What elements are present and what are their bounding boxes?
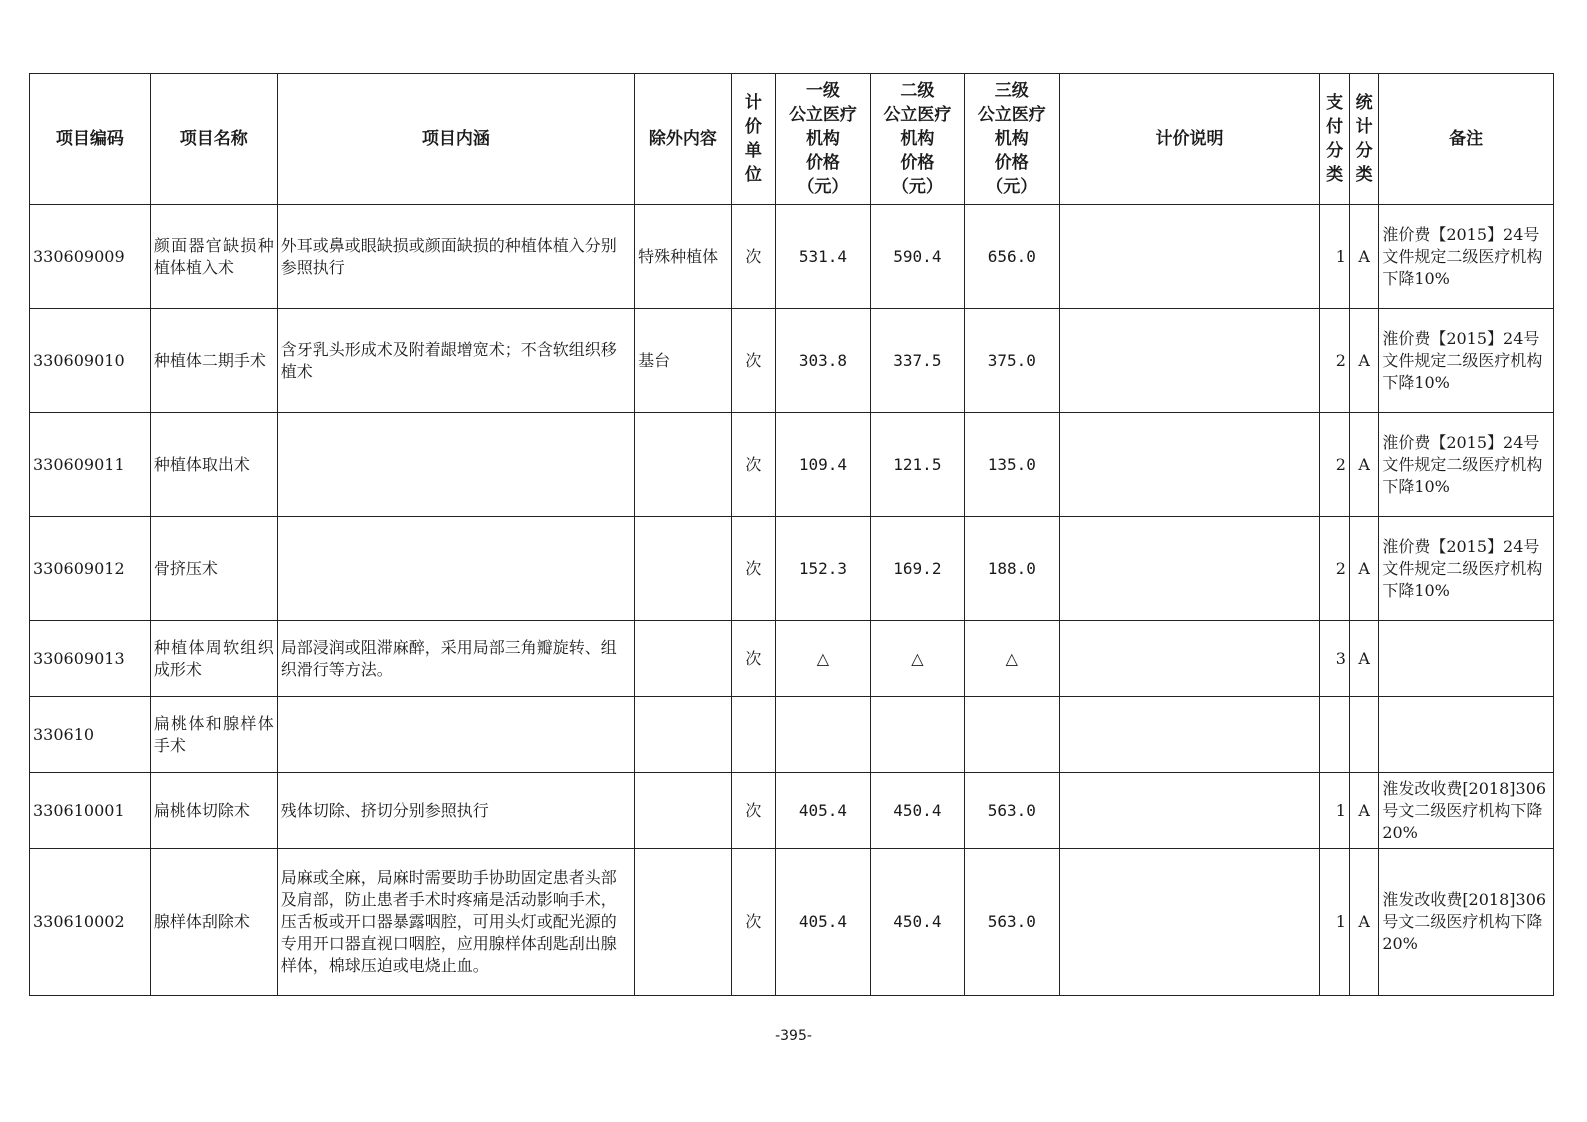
cell-unit: 次 — [731, 621, 776, 697]
cell-payment: 1 — [1320, 205, 1349, 309]
header-price2-line1: 二级 — [900, 81, 935, 101]
header-price3-line2: 公立医疗 — [977, 105, 1046, 125]
cell-excluded — [635, 413, 731, 517]
table-row — [30, 517, 1554, 621]
cell-unit: 次 — [731, 773, 776, 849]
cell-price-level2: 590.4 — [870, 205, 964, 309]
cell-price-level1: 109.4 — [776, 413, 870, 517]
table-row — [30, 849, 1554, 996]
table-row-section — [30, 697, 1554, 773]
cell-price-level1: △ — [776, 621, 870, 697]
header-price2-line4: 价格 — [900, 153, 935, 173]
cell-price-level3: 656.0 — [965, 205, 1059, 309]
cell-price-level2: 169.2 — [870, 517, 964, 621]
cell-price-level3: △ — [965, 621, 1059, 697]
cell-statistic: A — [1349, 205, 1378, 309]
cell-code: 330610 — [30, 697, 151, 773]
cell-unit — [731, 697, 776, 773]
cell-note — [1059, 517, 1320, 621]
header-price3-line4: 价格 — [994, 153, 1029, 173]
cell-remark — [1379, 697, 1554, 773]
cell-payment: 2 — [1320, 413, 1349, 517]
header-price3-line1: 三级 — [994, 81, 1029, 101]
cell-name: 种植体周软组织成形术 — [150, 621, 277, 697]
cell-excluded: 基台 — [635, 309, 731, 413]
cell-content — [277, 697, 634, 773]
cell-price-level1: 405.4 — [776, 849, 870, 996]
cell-name: 腺样体刮除术 — [150, 849, 277, 996]
header-price1-line4: 价格 — [805, 153, 840, 173]
cell-remark: 淮价费【2015】24号文件规定二级医疗机构下降10% — [1379, 205, 1554, 309]
cell-excluded — [635, 773, 731, 849]
cell-price-level2: 121.5 — [870, 413, 964, 517]
cell-statistic: A — [1349, 773, 1378, 849]
header-name: 项目名称 — [150, 74, 277, 205]
header-excluded: 除外内容 — [635, 74, 731, 205]
cell-name: 颜面器官缺损种植体植入术 — [150, 205, 277, 309]
cell-price-level2: △ — [870, 621, 964, 697]
cell-statistic: A — [1349, 517, 1378, 621]
cell-price-level2: 450.4 — [870, 773, 964, 849]
cell-price-level3: 135.0 — [965, 413, 1059, 517]
header-price3-line5: （元） — [986, 177, 1038, 197]
cell-content — [277, 413, 634, 517]
cell-content: 残体切除、挤切分别参照执行 — [277, 773, 634, 849]
cell-name: 种植体取出术 — [150, 413, 277, 517]
header-price-level1 — [776, 74, 870, 205]
header-price-level3 — [965, 74, 1059, 205]
cell-note — [1059, 205, 1320, 309]
header-price2-line2: 公立医疗 — [883, 105, 952, 125]
header-unit — [731, 74, 776, 205]
cell-excluded — [635, 517, 731, 621]
cell-remark — [1379, 621, 1554, 697]
cell-note — [1059, 413, 1320, 517]
cell-price-level2: 337.5 — [870, 309, 964, 413]
cell-statistic — [1349, 697, 1378, 773]
cell-code: 330609012 — [30, 517, 151, 621]
header-payment-text: 支付分类 — [1326, 93, 1344, 185]
cell-note — [1059, 773, 1320, 849]
table-row — [30, 309, 1554, 413]
cell-price-level3: 188.0 — [965, 517, 1059, 621]
cell-name: 扁桃体和腺样体手术 — [150, 697, 277, 773]
cell-excluded — [635, 849, 731, 996]
header-statistic-text: 统计分类 — [1355, 93, 1373, 185]
cell-remark: 淮价费【2015】24号文件规定二级医疗机构下降10% — [1379, 309, 1554, 413]
cell-unit: 次 — [731, 205, 776, 309]
header-price2-line5: （元） — [891, 177, 943, 197]
table-row — [30, 621, 1554, 697]
cell-name: 骨挤压术 — [150, 517, 277, 621]
header-price1-line5: （元） — [797, 177, 849, 197]
cell-statistic: A — [1349, 413, 1378, 517]
cell-payment: 3 — [1320, 621, 1349, 697]
header-unit-text: 计价单位 — [744, 93, 762, 185]
cell-content — [277, 517, 634, 621]
cell-price-level2: 450.4 — [870, 849, 964, 996]
cell-note — [1059, 697, 1320, 773]
cell-price-level3: 563.0 — [965, 773, 1059, 849]
price-table — [29, 73, 1554, 996]
cell-content: 局麻或全麻，局麻时需要助手协助固定患者头部及肩部，防止患者手术时疼痛是活动影响手术，压舌板或开口器暴露咽腔，可用头灯或配光源的专用开口器直视口咽腔，应用腺样体刮匙刮出腺样体，棉球压迫或电烧止血。 — [277, 849, 634, 996]
cell-statistic: A — [1349, 621, 1378, 697]
cell-price-level1: 531.4 — [776, 205, 870, 309]
table-row — [30, 205, 1554, 309]
cell-price-level1: 405.4 — [776, 773, 870, 849]
page-number: -395- — [775, 1028, 812, 1044]
cell-price-level2 — [870, 697, 964, 773]
cell-unit: 次 — [731, 517, 776, 621]
cell-code: 330609011 — [30, 413, 151, 517]
header-price1-line1: 一级 — [805, 81, 840, 101]
cell-remark: 淮价费【2015】24号文件规定二级医疗机构下降10% — [1379, 517, 1554, 621]
cell-price-level1 — [776, 697, 870, 773]
cell-price-level3: 375.0 — [965, 309, 1059, 413]
header-price-level2 — [870, 74, 964, 205]
header-price2-line3: 机构 — [900, 129, 935, 149]
cell-unit: 次 — [731, 849, 776, 996]
header-row — [30, 74, 1554, 205]
cell-note — [1059, 309, 1320, 413]
cell-name: 扁桃体切除术 — [150, 773, 277, 849]
cell-remark: 淮发改收费[2018]306号文二级医疗机构下降20% — [1379, 773, 1554, 849]
cell-payment: 1 — [1320, 849, 1349, 996]
cell-content: 外耳或鼻或眼缺损或颜面缺损的种植体植入分别参照执行 — [277, 205, 634, 309]
cell-price-level1: 303.8 — [776, 309, 870, 413]
cell-excluded — [635, 621, 731, 697]
header-statistic — [1349, 74, 1378, 205]
header-code: 项目编码 — [30, 74, 151, 205]
cell-remark: 淮发改收费[2018]306号文二级医疗机构下降20% — [1379, 849, 1554, 996]
cell-price-level3: 563.0 — [965, 849, 1059, 996]
header-payment — [1320, 74, 1349, 205]
cell-unit: 次 — [731, 413, 776, 517]
header-price1-line2: 公立医疗 — [788, 105, 857, 125]
table-row — [30, 413, 1554, 517]
cell-payment: 2 — [1320, 517, 1349, 621]
header-price3-line3: 机构 — [994, 129, 1029, 149]
cell-code: 330609010 — [30, 309, 151, 413]
cell-price-level3 — [965, 697, 1059, 773]
cell-price-level1: 152.3 — [776, 517, 870, 621]
cell-content: 局部浸润或阻滞麻醉，采用局部三角瓣旋转、组织滑行等方法。 — [277, 621, 634, 697]
cell-payment: 2 — [1320, 309, 1349, 413]
cell-statistic: A — [1349, 309, 1378, 413]
cell-remark: 淮价费【2015】24号文件规定二级医疗机构下降10% — [1379, 413, 1554, 517]
cell-note — [1059, 849, 1320, 996]
cell-payment: 1 — [1320, 773, 1349, 849]
cell-code: 330610002 — [30, 849, 151, 996]
cell-statistic: A — [1349, 849, 1378, 996]
cell-excluded: 特殊种植体 — [635, 205, 731, 309]
header-content: 项目内涵 — [277, 74, 634, 205]
header-price1-line3: 机构 — [805, 129, 840, 149]
cell-code: 330609009 — [30, 205, 151, 309]
cell-code: 330610001 — [30, 773, 151, 849]
cell-note — [1059, 621, 1320, 697]
cell-payment — [1320, 697, 1349, 773]
cell-excluded — [635, 697, 731, 773]
table-row — [30, 773, 1554, 849]
cell-content: 含牙乳头形成术及附着龈增宽术；不含软组织移植术 — [277, 309, 634, 413]
header-note: 计价说明 — [1059, 74, 1320, 205]
cell-name: 种植体二期手术 — [150, 309, 277, 413]
header-remark: 备注 — [1379, 74, 1554, 205]
cell-code: 330609013 — [30, 621, 151, 697]
cell-unit: 次 — [731, 309, 776, 413]
